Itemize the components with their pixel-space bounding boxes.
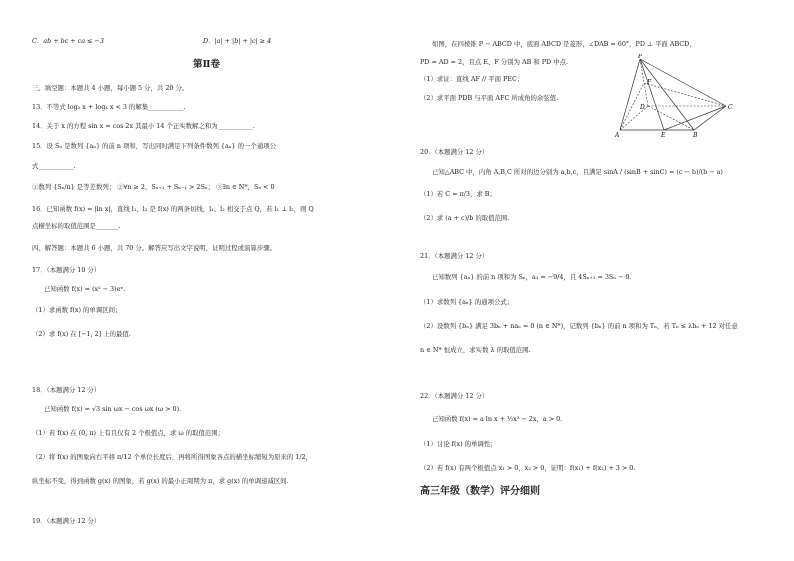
question-19-header: 19．（本题满分 12 分） (32, 517, 101, 525)
question-18-part2-line2: 纵坐标不变，得到函数 g(x) 的图象，若 g(x) 的最小正周期为 π，求 g(x) 的单调递减区间. (32, 477, 289, 485)
question-21-part2-line2: n ∈ N* 恒成立，求实数 λ 的取值范围. (420, 346, 531, 354)
question-18-stem: 已知函数 f(x) = √3 sin ωx − cos ωx (ω > 0). (44, 405, 182, 413)
question-18-part2-line1: （2）将 f(x) 的图象向右平移 π/12 个单位长度后，再将所得图象各点的横坐标缩短为原来的 1/2， (32, 453, 313, 461)
label-f: F (647, 79, 652, 86)
question-16-line1: 16．已知函数 f(x) = |ln x|，直线 l₁、l₂ 是 f(x) 的两条切线，l₁、l₂ 相交于点 Q，若 l₁ ⊥ l₂，则 Q (32, 205, 314, 213)
question-21-stem: 已知数列 {aₙ} 的前 n 项和为 Sₙ，a₁ = −9/4，且 4Sₙ₊₁ = 3Sₙ − 9. (432, 273, 632, 281)
pyramid-figure (612, 54, 742, 140)
question-21-header: 21．（本题满分 12 分） (420, 252, 489, 260)
question-19-part2: （2）求平面 PDB 与平面 AFC 所成角的余弦值. (420, 94, 559, 102)
option-d: D．|a| + |b| + |c| ≥ 4 (203, 37, 272, 45)
question-14: 14．关于 x 的方程 sin x = cos 2x 其最小 14 个正实数解之和为___________. (32, 122, 255, 130)
question-17-header: 17．（本题满分 10 分） (32, 266, 101, 274)
label-a: A (615, 132, 620, 139)
question-15-conditions: ①数列 {Sₙ/n} 是等差数列； ②∀n ≥ 2，Sₙ₊₁ + Sₙ₋₁ > 2Sₙ； ③∃n ∈ N*，Sₙ < 0 (32, 183, 275, 191)
question-20-header: 20．（本题满分 12 分） (420, 148, 489, 156)
label-e: E (661, 132, 666, 139)
part-3-heading: 三、填空题：本题共 4 小题，每小题 5 分，共 20 分。 (32, 84, 189, 92)
question-16-line2: 点横坐标的取值范围是_______. (32, 222, 121, 230)
label-d: D (640, 104, 645, 111)
question-21-part2-line1: （2）设数列 {bₙ} 满足 3bₙ + naₙ = 0 (n ∈ N*)，记数列 {bₙ} 的前 n 项和为 Tₙ，若 Tₙ ≤ λbₙ + 12 对任意 (420, 322, 738, 330)
question-13: 13．不等式 log₂ x + log₄ x < 3 的解集___________. (32, 103, 186, 111)
label-b: B (693, 132, 698, 139)
label-p: P (638, 54, 643, 60)
option-c: C．ab + bc + ca ≤ −3 (32, 37, 104, 45)
question-18-header: 18．（本题满分 12 分） (32, 386, 101, 394)
question-20-stem: 已知△ABC 中，内角 A,B,C 所对的边分别为 a,b,c，且满足 sinA / (sinB + sinC) = (c − b)/(b − a) (432, 168, 723, 176)
question-19-stem-line2: PD = AD = 2，且点 E、F 分别为 AB 和 PD 中点. (420, 58, 569, 66)
question-15-line1: 15．设 Sₙ 是数列 {aₙ} 的前 n 项和，写出同时满足下列条件数列 {aₙ} 的一个通项公 (32, 142, 276, 150)
question-20-part1: （1）若 C = π/3，求 B； (420, 190, 496, 198)
section-title: 第Ⅱ卷 (193, 59, 221, 70)
question-22-stem: 已知函数 f(x) = a ln x + ½x² − 2x，a > 0. (432, 415, 563, 423)
question-22-part1: （1）讨论 f(x) 的单调性； (420, 440, 497, 448)
question-21-part1: （1）求数列 {aₙ} 的通项公式； (420, 298, 514, 306)
question-18-part1: （1）若 f(x) 在 (0, π) 上有且仅有 2 个极值点，求 ω 的取值范围； (32, 429, 225, 437)
part-4-heading: 四、解答题：本题共 6 小题，共 70 分。解答应写出文字说明，证明过程或演算步骤。 (32, 244, 276, 252)
question-15-line2: 式___________. (32, 162, 76, 170)
question-17-part1: （1）求函数 f(x) 的单调区间； (32, 306, 122, 314)
question-19-stem-line1: 如图，在四棱锥 P − ABCD 中，底面 ABCD 是菱形，∠DAB = 60°，PD ⊥ 平面 ABCD， (432, 40, 696, 48)
question-22-part2: （2）若 f(x) 有两个极值点 x₁ > 0，x₂ > 0，证明：f(x₁) + f(x₂) + 3 > 0. (420, 464, 636, 472)
question-17-part2: （2）求 f(x) 在 [−1, 2] 上的最值. (32, 330, 131, 338)
question-19-part1: （1）求证：直线 AF // 平面 PEC； (420, 75, 524, 83)
question-20-part2: （2）求 (a + c)/b 的取值范围. (420, 214, 510, 222)
label-c: C (728, 104, 733, 111)
question-22-header: 22．（本题满分 12 分） (420, 392, 489, 400)
question-17-stem: 已知函数 f(x) = (x² − 3)eˣ. (44, 285, 126, 293)
footer-title: 高三年级（数学）评分细则 (420, 486, 540, 497)
